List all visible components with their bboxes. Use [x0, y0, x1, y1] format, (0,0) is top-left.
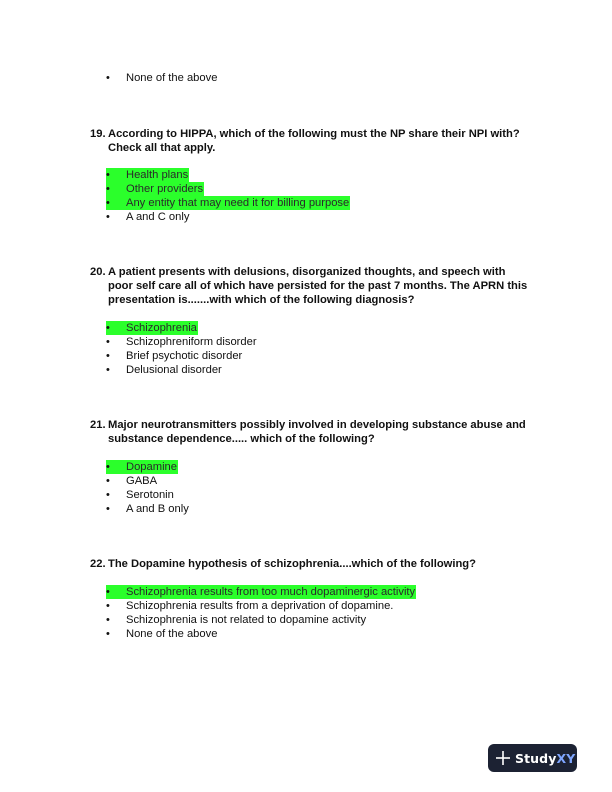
- bullet: •: [106, 197, 110, 209]
- question-line: poor self care all of which have persisted for the past 7 months. The APRN this: [108, 280, 528, 292]
- option-item: [106, 585, 416, 599]
- option-label: Schizophrenia: [126, 322, 197, 334]
- brand-name: Study: [515, 750, 557, 766]
- bullet: •: [106, 628, 110, 640]
- brand-wordmark: [515, 751, 575, 766]
- option-label: A and B only: [126, 503, 189, 515]
- bullet: •: [106, 364, 110, 376]
- question-line: Check all that apply.: [108, 142, 216, 154]
- bullet: •: [106, 489, 110, 501]
- option-label: Any entity that may need it for billing purpose: [126, 197, 350, 209]
- question-number: 21.: [90, 419, 106, 431]
- option-item: [106, 196, 350, 210]
- question-line: A patient presents with delusions, disorganized thoughts, and speech with: [108, 266, 506, 278]
- question-line: substance dependence..... which of the following?: [108, 433, 375, 445]
- question-line: The Dopamine hypothesis of schizophrenia....which of the following?: [108, 558, 476, 570]
- question-text: [108, 127, 548, 155]
- option-label: Dopamine: [126, 461, 177, 473]
- studyxy-logo[interactable]: [488, 744, 577, 772]
- bullet: •: [106, 350, 110, 362]
- bullet: •: [106, 503, 110, 515]
- question-text: [108, 418, 548, 446]
- question-number: 22.: [90, 558, 106, 570]
- option-label: GABA: [126, 475, 158, 487]
- option-label: Schizophreniform disorder: [126, 336, 257, 348]
- bullet: •: [106, 336, 110, 348]
- option-label: None of the above: [126, 628, 218, 640]
- bullet: •: [106, 586, 110, 598]
- question-number: 19.: [90, 128, 106, 140]
- option-item: [106, 460, 178, 474]
- brand-suffix: XY: [556, 750, 576, 766]
- bullet: •: [106, 72, 110, 84]
- option-label: Schizophrenia results from a deprivation of dopamine.: [126, 600, 394, 612]
- bullet: •: [106, 600, 110, 612]
- question-line: presentation is.......with which of the following diagnosis?: [108, 294, 415, 306]
- bullet: •: [106, 461, 110, 473]
- option-label: A and C only: [126, 211, 190, 223]
- question-line: Major neurotransmitters possibly involved in developing substance abuse and: [108, 419, 526, 431]
- question-number: 20.: [90, 266, 106, 278]
- question-line: According to HIPPA, which of the following must the NP share their NPI with?: [108, 128, 520, 140]
- option-label: None of the above: [126, 72, 218, 84]
- plus-icon: [496, 751, 510, 765]
- option-label: Brief psychotic disorder: [126, 350, 243, 362]
- question-text: [108, 265, 548, 307]
- option-label: Schizophrenia is not related to dopamine activity: [126, 614, 367, 626]
- option-label: Other providers: [126, 183, 204, 195]
- option-label: Schizophrenia results from too much dopaminergic activity: [126, 586, 416, 598]
- bullet: •: [106, 211, 110, 223]
- bullet: •: [106, 183, 110, 195]
- option-item: [106, 182, 204, 196]
- bullet: •: [106, 475, 110, 487]
- option-label: Serotonin: [126, 489, 174, 501]
- option-item: [106, 168, 189, 182]
- option-label: Health plans: [126, 169, 189, 181]
- bullet: •: [106, 169, 110, 181]
- question-text: [108, 557, 548, 571]
- bullet: •: [106, 322, 110, 334]
- bullet: •: [106, 614, 110, 626]
- option-item: [106, 321, 198, 335]
- option-label: Delusional disorder: [126, 364, 222, 376]
